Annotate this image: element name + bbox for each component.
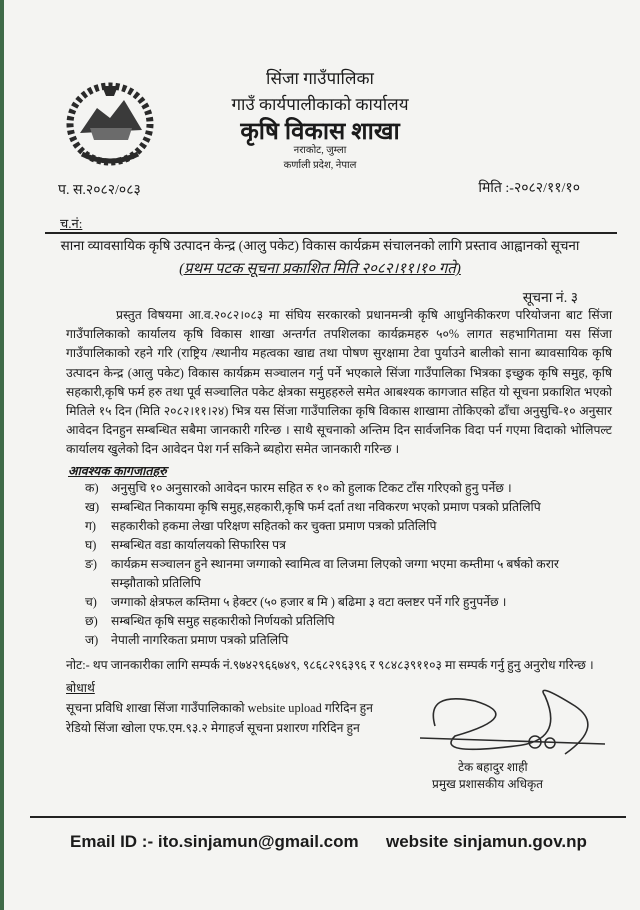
contact-note: नोट:- थप जानकारीका लागि सम्पर्क नं.९७४२९६६७४९, ९८६८२९६३९६ र ९८४८३९११०३ मा सम्पर्क गर्नु हुनु अनुरोध गरिन्छ । [66, 658, 594, 672]
item-text: सहकारीको हकमा लेखा परिक्षण सहितको कर चुक्ता प्रमाण पत्रको प्रतिलिपि [111, 519, 437, 533]
publication-date-text: (प्रथम पटक सूचना प्रकाशित मिति २०८२।११।१० गते) [179, 261, 461, 277]
reference-number: प. स.२०८२/०८३ [58, 183, 141, 198]
item-key: ग) [85, 519, 97, 533]
header-divider [45, 232, 617, 234]
notice-number: सूचना नं. ३ [522, 291, 578, 306]
signatory-title: प्रमुख प्रशासकीय अधिकृत [432, 777, 544, 791]
list-item [85, 612, 605, 631]
footer-email: Email ID :- ito.sinjamun@gmail.com [70, 832, 359, 851]
item-text: सम्बन्धित निकायमा कृषि समुह,सहकारी,कृषि फर्म दर्ता तथा नविकरण भएको प्रमाण पत्रको प्रतिलिपि [111, 500, 541, 514]
item-text: कार्यक्रम सञ्चालन हुने स्थानमा जग्गाको स्वामित्व वा लिजमा लिएको जग्गा भएमा कम्तीमा ५ बर्षको करार सम्झौताको प्रतिलिपि [111, 557, 559, 590]
address-line-2: कर्णाली प्रदेश, नेपाल [283, 160, 357, 171]
item-key: ज) [85, 633, 99, 647]
list-item [85, 536, 605, 555]
address-line-1: नराकोट, जुम्ला [293, 145, 347, 156]
item-key: छ) [85, 614, 98, 628]
publication-date [0, 258, 640, 278]
list-item [85, 517, 605, 536]
branch-name: कृषि विकास शाखा [240, 119, 400, 145]
requirements-heading: आवश्यक कागजातहरु [68, 464, 167, 478]
list-item [85, 555, 605, 593]
notice-body: प्रस्तुत विषयमा आ.व.२०८२।०८३ मा संघिय सरकारको प्रधानमन्त्री कृषि आधुनिकीकरण परियोजना बाट सिंजा गाउँपालिकाको कार्यालय कृषि विकास शाखा अन्तर्गत तपशिलका कार्यक्रमहरु ५०% लागत सहभागितामा यस सिंजा गाउँपालिकाको रहने गरि (राष्ट्रिय /स्थानीय महत्वका खाद्य तथा पोषण सुरक्षामा टेवा पुर्याउने बालीको साना ब्यावसायिक कृषि उत्पादन केन्द्र (आलु पकेट) विकास कार्यक्रम सञ्चालन गर्नु पर्ने भएकाले सिंजा गाउँपालिका भित्रका इच्छुक कृषि समुह, कृषि सहकारी,कृषि फर्म हरु तथा पूर्व सञ्चालित पकेट क्षेत्रका समुहहरुले समेत आबश्यक कागजात सहित यो सूचना प्रकाशित भएको मितिले १५ दिन (मिति २०८२।११।२४) भित्र यस सिंजा गाउँपालिका कृषि विकास शाखामा तोकिएको ढाँचा अनुसुचि-१० अनुसार आवेदन दिनहुन सम्बन्धित सबैमा जानकारी गरिन्छ । साथै सूचनाको अन्तिम दिन सार्वजनिक विदा पर्न गएमा विदाको भोलिपल्ट कार्यालय खुलेको दिन आवेदन पेश गर्न सकिने ब्यहोरा समेत जानकारी गरिन्छ । [66, 308, 612, 457]
item-key: घ) [85, 538, 97, 552]
list-item [85, 498, 605, 517]
item-text: नेपाली नागरिकता प्रमाण पत्रको प्रतिलिपि [111, 633, 289, 647]
cc-line-1: सूचना प्रविधि शाखा सिंजा गाउँपालिकाको website upload गरिदिन हुन [66, 701, 373, 715]
signatory-name: टेक बहादुर शाही [458, 760, 528, 774]
list-item [85, 593, 605, 612]
signature-icon [415, 686, 615, 766]
requirements-list [85, 479, 605, 650]
dispatch-number: च.नं: [60, 216, 83, 231]
office-name: गाउँ कार्यपालीकाको कार्यालय [231, 95, 409, 114]
item-text: सम्बन्धित कृषि समुह सहकारीको निर्णयको प्रतिलिपि [111, 614, 335, 628]
item-text: जग्गाको क्षेत्रफल कम्तिमा ५ हेक्टर (५० हजार ब मि ) बढिमा ३ वटा क्लष्टर पर्ने गरि हुनुपर्नेछ । [111, 595, 507, 609]
list-item [85, 479, 605, 498]
municipality-name: सिंजा गाउँपालिका [266, 69, 374, 88]
item-key: क) [85, 481, 99, 495]
item-key: ख) [85, 500, 100, 514]
list-item [85, 631, 605, 650]
item-key: ङ) [85, 557, 97, 571]
footer-divider [30, 816, 626, 818]
footer-website: website sinjamun.gov.np [386, 832, 587, 851]
date: मिति :-२०८२/११/१० [478, 181, 580, 196]
item-text: सम्बन्धित वडा कार्यालयको सिफारिस पत्र [111, 538, 286, 552]
item-key: च) [85, 595, 97, 609]
item-text: अनुसुचि १० अनुसारको आवेदन फारम सहित रु १० को हुलाक टिकट टाँस गरिएको हुनु पर्नेछ । [111, 481, 512, 495]
cc-heading: बोधार्थ [66, 681, 95, 695]
notice-subject: साना व्यावसायिक कृषि उत्पादन केन्द्र (आलु पकेट) विकास कार्यक्रम संचालनको लागि प्रस्ताव आह्वानको सूचना [60, 238, 580, 253]
cc-line-2: रेडियो सिंजा खोला एफ.एम.९३.२ मेगाहर्ज सूचना प्रशारण गरिदिन हुन [66, 721, 360, 735]
